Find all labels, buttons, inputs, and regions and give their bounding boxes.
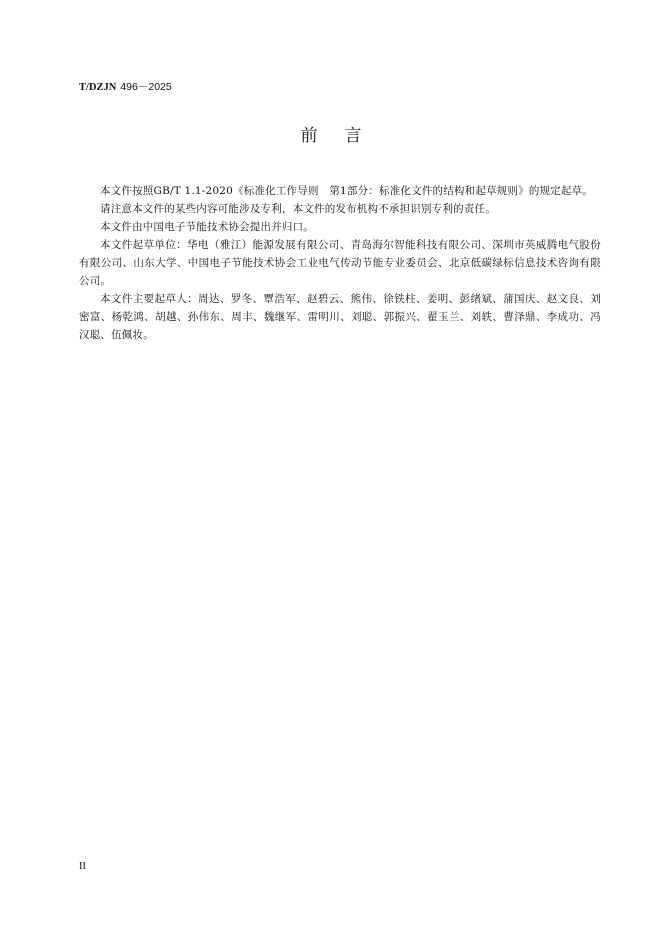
standard-code-prefix: T/DZJN [79,82,117,93]
page-number: II [79,861,86,872]
standard-code-number: 496－2025 [120,81,172,93]
paragraph-drafters: 本文件主要起草人：周达、罗冬、覃浩军、赵碧云、熊伟、徐铁柱、姜明、彭绪斌、蒲国庆、赵文良、刘密富、杨乾鸿、胡越、孙伟东、周丰、魏继军、雷明川、刘聪、郭振兴、翟玉兰、刘轶、曹泽鼎、李成功、冯汉聪、伍佩妆。 [79,293,601,341]
paragraph-patent-notice: 请注意本文件的某些内容可能涉及专利，本文件的发布机构不承担识别专利的责任。 [100,203,496,215]
standard-code [79,80,172,95]
paragraph-drafting-rules: 本文件按照GB/T 1.1-2020《标准化工作导则 第1部分：标准化文件的结构和起草规则》的规定起草。 [100,185,594,197]
paragraph-drafting-units: 本文件起草单位：华电（雅江）能源发展有限公司、青岛海尔智能科技有限公司、深圳市英威腾电气股份有限公司、山东大学、中国电子节能技术协会工业电气传动节能专业委员会、北京低碳绿标信息技术咨询有限公司。 [79,239,601,287]
paragraph-proposer: 本文件由中国电子节能技术协会提出并归口。 [100,221,314,233]
foreword-body [79,182,601,344]
page-title: 前言 [300,126,389,146]
